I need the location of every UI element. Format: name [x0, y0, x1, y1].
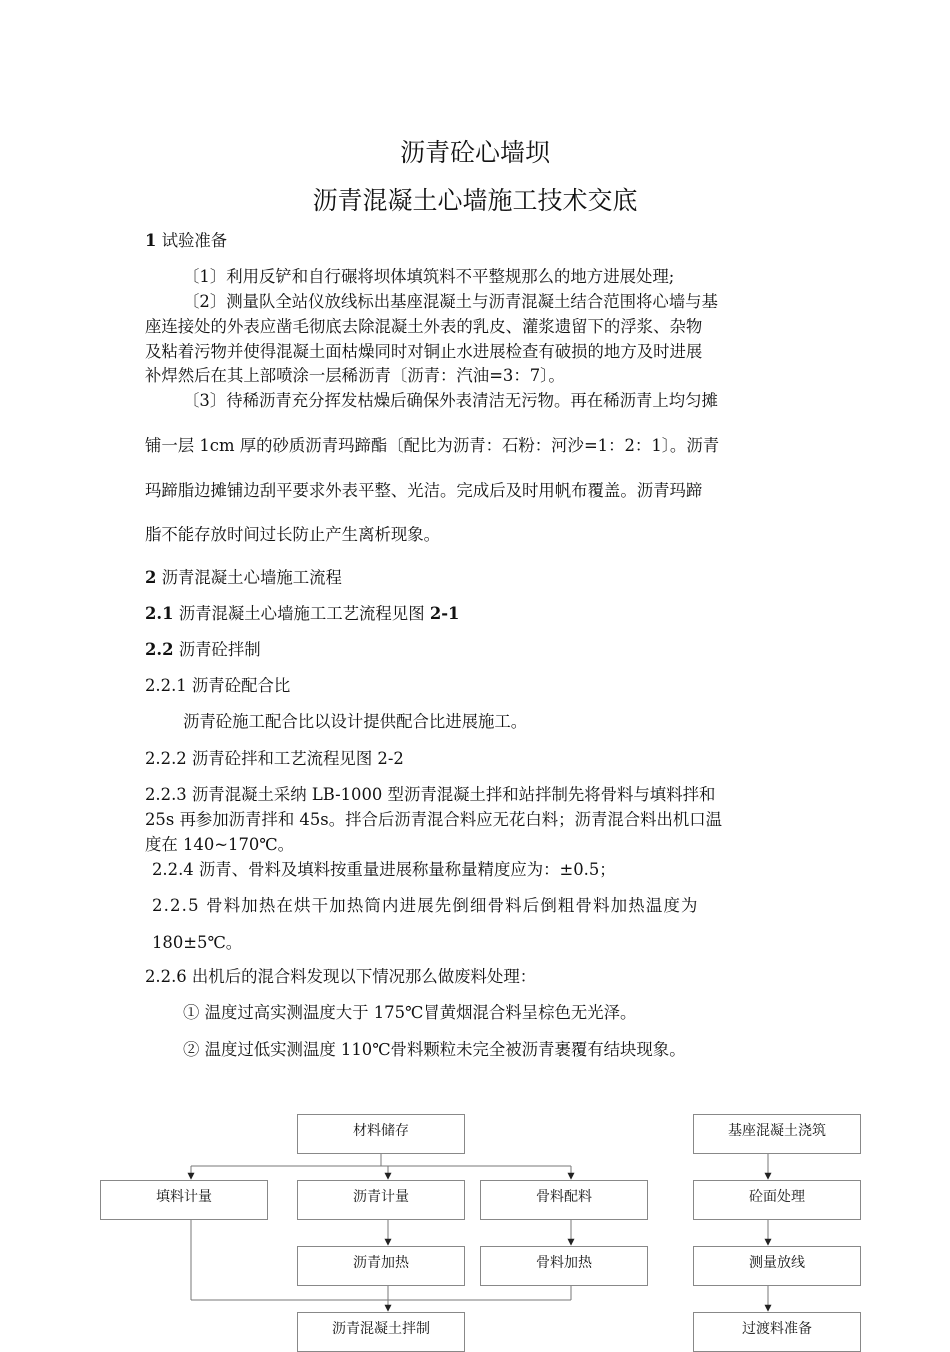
section-2-2-4: 2.2.4 沥青、骨料及填料按重量进展称量称量精度应为：±0.5；: [152, 860, 616, 879]
flow-aggregate-heating: 骨料加热: [480, 1246, 648, 1286]
flow-aggregate-batching: 骨料配料: [480, 1180, 648, 1220]
paragraph-2-line-2: 座连接处的外表应凿毛彻底去除混凝土外表的乳皮、灌浆遗留下的浮浆、杂物: [145, 317, 703, 336]
section-2-2-6-item-2: ② 温度过低实测温度 110℃骨料颗粒未完全被沥青裹覆有结块现象。: [183, 1040, 686, 1059]
doc-title: 沥青砼心墙坝: [399, 138, 550, 167]
section-2-2-6: 2.2.6 出机后的混合料发现以下情况那么做废料处理：: [145, 967, 537, 986]
section-2-2-3-line-2: 25s 再参加沥青拌和 45s。拌合后沥青混合料应无花白料；沥青混合料出机口温: [145, 810, 723, 829]
section-2-2-1-heading: 2.2.1 沥青砼配合比: [145, 676, 291, 695]
flow-asphalt-heating: 沥青加热: [297, 1246, 465, 1286]
paragraph-1: 〔1〕利用反铲和自行碾将坝体填筑料不平整规那么的地方进展处理;: [183, 267, 675, 286]
doc-subtitle: 沥青混凝土心墙施工技术交底: [312, 186, 638, 215]
flow-surface-treatment: 砼面处理: [693, 1180, 861, 1220]
section-2-2-6-item-1: ① 温度过高实测温度大于 175℃冒黄烟混合料呈棕色无光泽。: [183, 1003, 637, 1022]
paragraph-3-line-1: 〔3〕待稀沥青充分挥发枯燥后确保外表清洁无污物。再在稀沥青上均匀摊: [183, 391, 718, 410]
section-2-title: 沥青混凝土心墙施工流程: [161, 568, 342, 587]
flow-survey-layout: 测量放线: [693, 1246, 861, 1286]
paragraph-2-line-1: 〔2〕测量队全站仪放线标出基座混凝土与沥青混凝土结合范围将心墙与基: [183, 292, 718, 311]
section-2-2-5-line-1: 2.2.5 骨料加热在烘干加热筒内进展先倒细骨料后倒粗骨料加热温度为: [152, 896, 699, 915]
section-2-2-5-line-2: 180±5℃。: [152, 933, 243, 952]
section-2-2-3-line-1: 2.2.3 沥青混凝土采纳 LB-1000 型沥青混凝土拌和站拌制先将骨料与填料拌和: [145, 785, 716, 804]
flow-filler-metering: 填料计量: [100, 1180, 268, 1220]
paragraph-2-line-4: 补焊然后在其上部喷涂一层稀沥青〔沥青：汽油=3：7〕。: [145, 366, 565, 385]
section-2-2-2: 2.2.2 沥青砼拌和工艺流程见图 2-2: [145, 749, 404, 768]
flow-transition-prep: 过渡料准备: [693, 1312, 861, 1352]
flow-asphalt-concrete-mixing: 沥青混凝土拌制: [297, 1312, 465, 1352]
flow-material-storage: 材料储存: [297, 1114, 465, 1154]
section-2-2-3-line-3: 度在 140~170℃。: [145, 835, 295, 854]
flow-base-concrete-pouring: 基座混凝土浇筑: [693, 1114, 861, 1154]
section-2-2-1-body: 沥青砼施工配合比以设计提供配合比进展施工。: [183, 712, 528, 731]
section-2-1-number: 2.1: [145, 604, 174, 623]
paragraph-3-line-3: 玛蹄脂边摊铺边刮平要求外表平整、光洁。完成后及时用帆布覆盖。沥青玛蹄: [145, 481, 703, 500]
paragraph-2-line-3: 及粘着污物并使得混凝土面枯燥同时对铜止水进展检查有破损的地方及时进展: [145, 342, 703, 361]
paragraph-3-line-2: 铺一层 1cm 厚的砂质沥青玛蹄酯〔配比为沥青：石粉：河沙=1：2：1〕。沥青: [145, 436, 720, 455]
section-2-1-title: 沥青混凝土心墙施工工艺流程见图: [178, 604, 425, 623]
section-1-title: 试验准备: [161, 231, 228, 250]
section-2-2-title: 沥青砼拌制: [178, 640, 261, 659]
section-1-number: 1: [145, 231, 157, 250]
section-2-number: 2: [145, 568, 157, 587]
paragraph-3-line-4: 脂不能存放时间过长防止产生离析现象。: [145, 525, 441, 544]
figure-reference: 2-1: [429, 604, 460, 623]
section-2-2-number: 2.2: [145, 640, 174, 659]
flow-asphalt-metering: 沥青计量: [297, 1180, 465, 1220]
